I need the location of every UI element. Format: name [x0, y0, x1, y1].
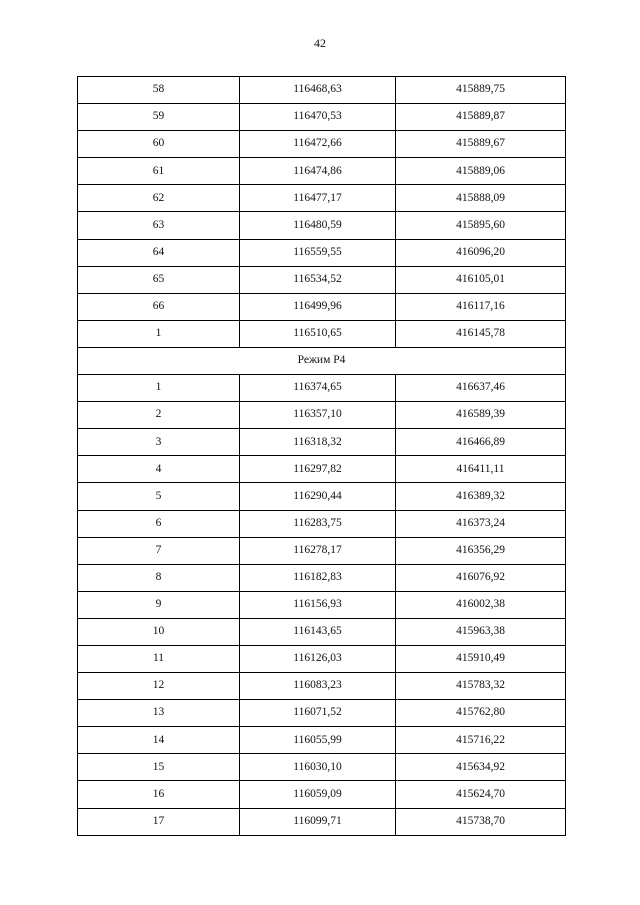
table-row [78, 591, 566, 618]
table-row [78, 320, 566, 347]
x-coordinate-cell: 116474,86 [240, 158, 396, 185]
point-number-cell: 6 [78, 510, 240, 537]
y-coordinate-cell: 415889,67 [396, 131, 566, 158]
x-coordinate-cell: 116290,44 [240, 483, 396, 510]
point-number-cell: 16 [78, 781, 240, 808]
table-row [78, 808, 566, 835]
point-number-cell: 13 [78, 700, 240, 727]
point-number-cell: 1 [78, 320, 240, 347]
point-number-cell: 4 [78, 456, 240, 483]
y-coordinate-cell: 415634,92 [396, 754, 566, 781]
point-number-cell: 11 [78, 645, 240, 672]
table-row [78, 185, 566, 212]
point-number-cell: 7 [78, 537, 240, 564]
y-coordinate-cell: 416117,16 [396, 293, 566, 320]
point-number-cell: 5 [78, 483, 240, 510]
table-row [78, 700, 566, 727]
x-coordinate-cell: 116182,83 [240, 564, 396, 591]
y-coordinate-cell: 415889,75 [396, 77, 566, 104]
y-coordinate-cell: 415888,09 [396, 185, 566, 212]
x-coordinate-cell: 116480,59 [240, 212, 396, 239]
point-number-cell: 62 [78, 185, 240, 212]
table-row [78, 754, 566, 781]
table-row [78, 239, 566, 266]
x-coordinate-cell: 116283,75 [240, 510, 396, 537]
section-title: Режим Р4 [78, 347, 566, 374]
x-coordinate-cell: 116318,32 [240, 429, 396, 456]
y-coordinate-cell: 415895,60 [396, 212, 566, 239]
section-row [78, 347, 566, 374]
x-coordinate-cell: 116059,09 [240, 781, 396, 808]
table-row [78, 727, 566, 754]
x-coordinate-cell: 116143,65 [240, 618, 396, 645]
point-number-cell: 8 [78, 564, 240, 591]
table-row [78, 104, 566, 131]
table-row [78, 645, 566, 672]
table-row [78, 483, 566, 510]
point-number-cell: 58 [78, 77, 240, 104]
table-row [78, 77, 566, 104]
x-coordinate-cell: 116083,23 [240, 673, 396, 700]
coordinates-table-body [78, 77, 566, 836]
y-coordinate-cell: 415762,80 [396, 700, 566, 727]
table-row [78, 402, 566, 429]
point-number-cell: 63 [78, 212, 240, 239]
table-row [78, 266, 566, 293]
y-coordinate-cell: 416002,38 [396, 591, 566, 618]
point-number-cell: 2 [78, 402, 240, 429]
x-coordinate-cell: 116278,17 [240, 537, 396, 564]
x-coordinate-cell: 116374,65 [240, 375, 396, 402]
table-row [78, 537, 566, 564]
point-number-cell: 9 [78, 591, 240, 618]
point-number-cell: 14 [78, 727, 240, 754]
y-coordinate-cell: 415889,06 [396, 158, 566, 185]
y-coordinate-cell: 415716,22 [396, 727, 566, 754]
y-coordinate-cell: 415738,70 [396, 808, 566, 835]
point-number-cell: 60 [78, 131, 240, 158]
y-coordinate-cell: 416373,24 [396, 510, 566, 537]
y-coordinate-cell: 415783,32 [396, 673, 566, 700]
table-row [78, 429, 566, 456]
y-coordinate-cell: 416637,46 [396, 375, 566, 402]
y-coordinate-cell: 415624,70 [396, 781, 566, 808]
y-coordinate-cell: 416589,39 [396, 402, 566, 429]
x-coordinate-cell: 116071,52 [240, 700, 396, 727]
point-number-cell: 15 [78, 754, 240, 781]
x-coordinate-cell: 116510,65 [240, 320, 396, 347]
point-number-cell: 61 [78, 158, 240, 185]
x-coordinate-cell: 116534,52 [240, 266, 396, 293]
x-coordinate-cell: 116559,55 [240, 239, 396, 266]
point-number-cell: 1 [78, 375, 240, 402]
table-row [78, 564, 566, 591]
y-coordinate-cell: 416145,78 [396, 320, 566, 347]
point-number-cell: 59 [78, 104, 240, 131]
table-row [78, 510, 566, 537]
page-number: 42 [314, 36, 326, 50]
table-row [78, 673, 566, 700]
x-coordinate-cell: 116099,71 [240, 808, 396, 835]
x-coordinate-cell: 116055,99 [240, 727, 396, 754]
y-coordinate-cell: 416356,29 [396, 537, 566, 564]
y-coordinate-cell: 416096,20 [396, 239, 566, 266]
x-coordinate-cell: 116477,17 [240, 185, 396, 212]
point-number-cell: 3 [78, 429, 240, 456]
coordinates-table [77, 76, 566, 836]
x-coordinate-cell: 116499,96 [240, 293, 396, 320]
y-coordinate-cell: 416076,92 [396, 564, 566, 591]
point-number-cell: 65 [78, 266, 240, 293]
table-row [78, 375, 566, 402]
x-coordinate-cell: 116468,63 [240, 77, 396, 104]
y-coordinate-cell: 416389,32 [396, 483, 566, 510]
x-coordinate-cell: 116126,03 [240, 645, 396, 672]
table-row [78, 293, 566, 320]
y-coordinate-cell: 416105,01 [396, 266, 566, 293]
y-coordinate-cell: 416411,11 [396, 456, 566, 483]
table-row [78, 212, 566, 239]
x-coordinate-cell: 116156,93 [240, 591, 396, 618]
y-coordinate-cell: 415889,87 [396, 104, 566, 131]
x-coordinate-cell: 116297,82 [240, 456, 396, 483]
y-coordinate-cell: 416466,89 [396, 429, 566, 456]
y-coordinate-cell: 415963,38 [396, 618, 566, 645]
table-row [78, 456, 566, 483]
table-row [78, 131, 566, 158]
table-row [78, 618, 566, 645]
point-number-cell: 66 [78, 293, 240, 320]
point-number-cell: 12 [78, 673, 240, 700]
x-coordinate-cell: 116030,10 [240, 754, 396, 781]
y-coordinate-cell: 415910,49 [396, 645, 566, 672]
point-number-cell: 64 [78, 239, 240, 266]
table-row [78, 158, 566, 185]
x-coordinate-cell: 116470,53 [240, 104, 396, 131]
x-coordinate-cell: 116472,66 [240, 131, 396, 158]
table-row [78, 781, 566, 808]
x-coordinate-cell: 116357,10 [240, 402, 396, 429]
point-number-cell: 10 [78, 618, 240, 645]
point-number-cell: 17 [78, 808, 240, 835]
